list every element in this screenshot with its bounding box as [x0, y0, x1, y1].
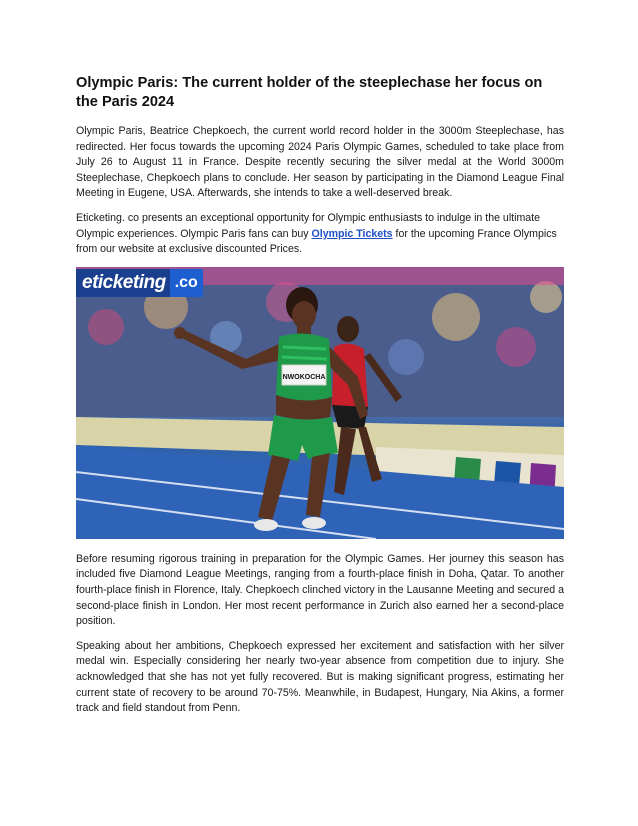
- paragraph-2: [76, 211, 564, 258]
- logo-tld: .co: [170, 269, 203, 297]
- paragraph-3: Before resuming rigorous training in preparation for the Olympic Games. Her journey this season has included five Diamond League Meetings, ranging from a fourth-place finish in Doha, Qatar. To another fourth-place finish in Florence, Italy. Chepkoech clinched victory in the Lausanne Meeting and secured a second-place finish in London. Her most recent performance in Zurich also earned her a second-place position.: [76, 552, 564, 628]
- article: [76, 74, 564, 726]
- olympic-tickets-link[interactable]: Olympic Tickets: [311, 227, 393, 240]
- logo-wordmark: eticketing: [76, 269, 170, 297]
- athlete-photo-illustration: [76, 267, 564, 539]
- article-title: Olympic Paris: The current holder of the steeplechase her focus on the Paris 2024: [76, 75, 543, 110]
- article-photo: [76, 267, 564, 539]
- paragraph-1: Olympic Paris, Beatrice Chepkoech, the current world record holder in the 3000m Steeplechase, has redirected. Her focus towards the upcoming 2024 Paris Olympic Games, scheduled to take place from July 26 to August 11 in France. Despite recently securing the silver medal at the World 3000m Steeplechase, Chepkoech plans to conclude. Her season by participating in the Diamond League Final Meeting in Eugene, USA. Afterwards, she intends to take a well-deserved break.: [76, 125, 564, 200]
- paragraph-4: Speaking about her ambitions, Chepkoech expressed her excitement and satisfaction with her silver medal win. Especially considering her nearly two-year absence from competition due to injury. She acknowledged that she has not yet fully recovered. But is making significant progress, estimating her current state of recovery to be around 70-75%. Meanwhile, in Budapest, Hungary, Nia Akins, a former track and field standout from Penn.: [76, 639, 564, 715]
- paragraph-2-text-after: for the upcoming France Olympics from our website at exclusive discounted Prices.: [76, 227, 557, 256]
- eticketing-logo: [76, 269, 203, 297]
- bib-name: NWOKOCHA: [282, 373, 326, 381]
- paragraph-2-text-before: Eticketing. co presents an exceptional opportunity for Olympic enthusiasts to indulge in the ultimate Olympic experiences. Olympic Paris fans can buy: [76, 211, 541, 240]
